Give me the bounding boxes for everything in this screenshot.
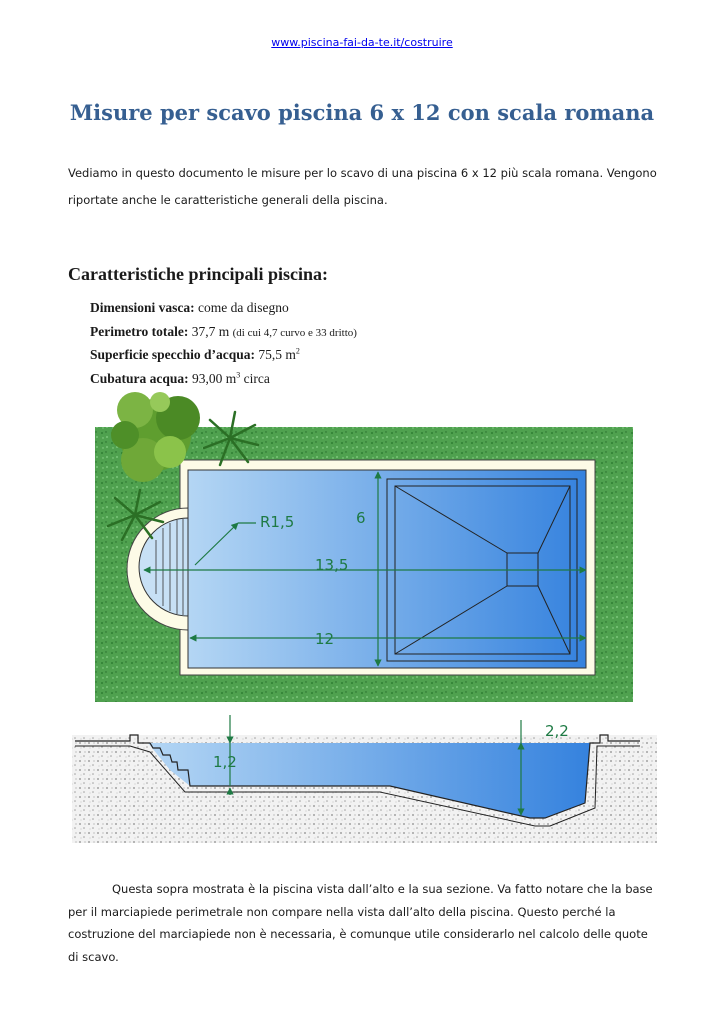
header-link[interactable]: www.piscina-fai-da-te.it/costruire [271, 36, 453, 49]
spec-superficie-exp: 2 [295, 346, 300, 356]
spec-cubatura-exp: 3 [236, 370, 241, 379]
spec-cubatura-suffix: circa [240, 370, 270, 386]
pool-diagram [60, 390, 665, 850]
label-deep-depth: 2,2 [545, 722, 569, 740]
spec-dimensioni-label: Dimensioni vasca: [90, 300, 195, 315]
page-title: Misure per scavo piscina 6 x 12 con scala romana [69, 100, 655, 125]
outro-paragraph: Questa sopra mostrata è la piscina vista dall’alto e la sua sezione. Va fatto notare che la base per il marciapiede perimetrale non compare nella vista dall’alto della piscina. Questo perché la costruzione del marciapiede non è necessaria, è comunque utile considerarlo nel calcolo delle quote di scavo. [68, 882, 653, 964]
spec-superficie-value: 75,5 m [258, 347, 296, 362]
spec-perimetro-value: 37,7 m [191, 323, 230, 339]
label-total-length: 13,5 [315, 556, 349, 574]
spec-perimetro-note: (di cui 4,7 curvo e 33 dritto) [232, 326, 357, 339]
section-view [72, 715, 657, 843]
characteristics-heading: Caratteristiche principali piscina: [68, 264, 328, 284]
spec-perimetro [90, 320, 357, 344]
characteristics-list [90, 296, 357, 390]
spec-cubatura-label: Cubatura acqua: [90, 370, 189, 386]
spec-perimetro-label: Perimetro totale: [90, 323, 189, 339]
spec-superficie-label: Superficie specchio d’acqua: [90, 347, 255, 362]
intro-paragraph: Vediamo in questo documento le misure per lo scavo di una piscina 6 x 12 più scala romana. Vengono riportate anche le caratteristiche generali della piscina. [68, 166, 657, 207]
spec-dimensioni [90, 296, 357, 320]
label-radius: R1,5 [260, 513, 295, 531]
label-shallow-depth: 1,2 [213, 753, 237, 771]
spec-superficie [90, 343, 357, 367]
label-width: 6 [356, 509, 366, 527]
top-view [95, 392, 633, 702]
spec-dimensioni-value: come da disegno [198, 300, 289, 315]
spec-cubatura-value: 93,00 m [192, 370, 237, 386]
label-pool-length: 12 [315, 630, 335, 648]
spec-cubatura [90, 367, 357, 391]
